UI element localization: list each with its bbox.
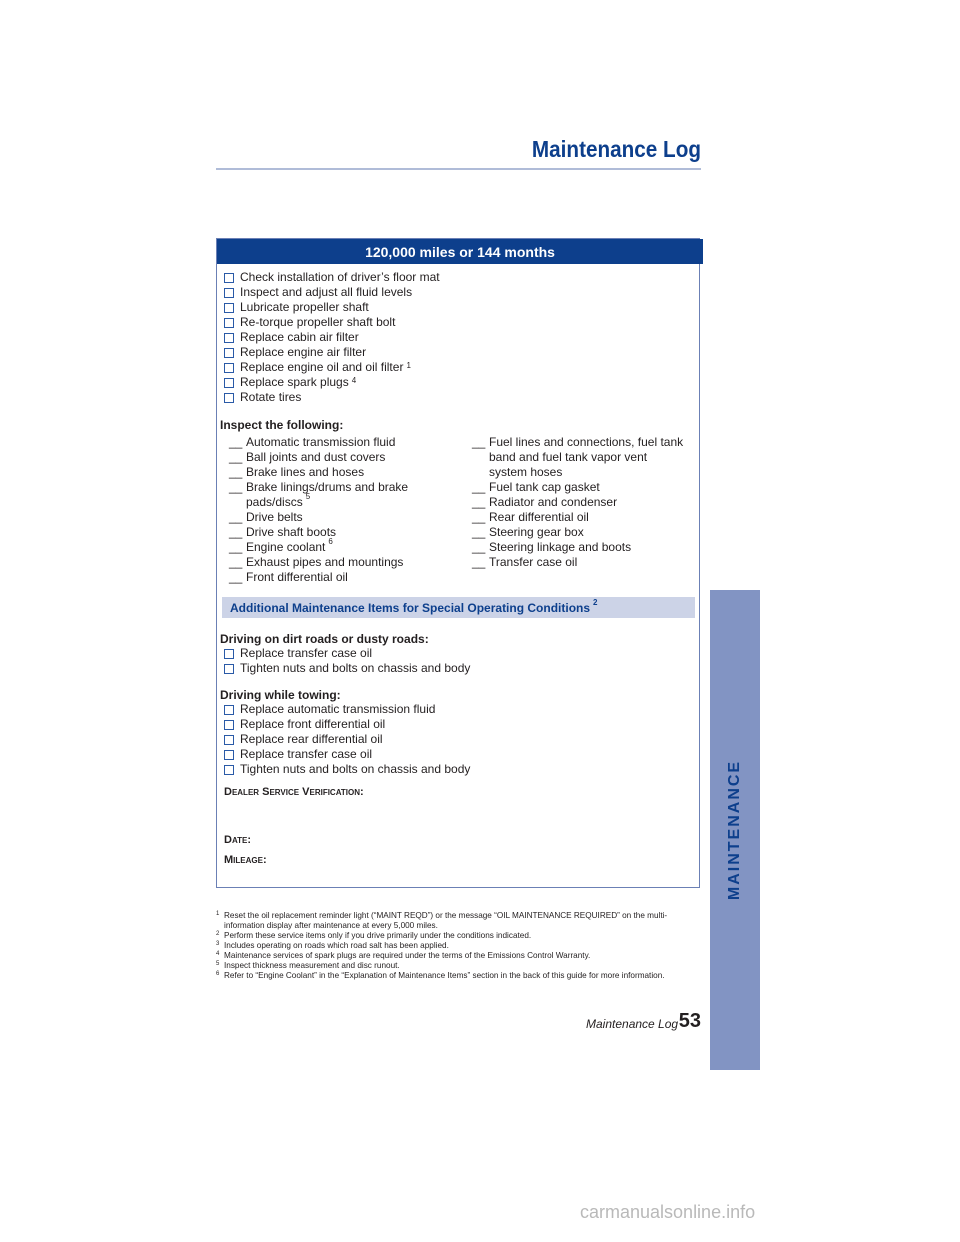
- blank-mark: __: [229, 465, 243, 479]
- inspect-item-text: [246, 480, 454, 510]
- footer-section-label: Maintenance Log: [586, 1017, 679, 1031]
- blank-mark: __: [472, 555, 486, 569]
- inspect-item-text: [246, 537, 333, 555]
- footnote: [216, 961, 700, 971]
- inspect-item: [472, 480, 687, 495]
- inspect-item-text: [246, 450, 385, 465]
- inspect-item-label: Drive shaft boots: [246, 525, 337, 539]
- checklist-item[interactable]: [224, 345, 440, 360]
- blank-mark: __: [229, 480, 243, 494]
- checklist-item-text: Tighten nuts and bolts on chassis and body: [240, 661, 471, 675]
- blank-mark: __: [472, 540, 486, 554]
- checklist-item-text: Rotate tires: [240, 390, 302, 404]
- inspect-item-label: Fuel tank cap gasket: [489, 480, 600, 494]
- inspect-item: [229, 510, 454, 525]
- footnote: [216, 931, 700, 941]
- footnote-ref: 5: [305, 492, 311, 501]
- inspect-item-label: Steering linkage and boots: [489, 540, 632, 554]
- footnote-text: Reset the oil replacement reminder light (“MAINT REQD”) or the message “OIL MAINTENANCE REQUIRED” on the multi-information display after maintenance at every 5,000 miles.: [224, 911, 668, 930]
- checklist-item[interactable]: [224, 300, 440, 315]
- footnote-text: Inspect thickness measurement and disc runout.: [224, 961, 400, 970]
- inspect-item-text: [246, 570, 348, 585]
- inspect-item: [229, 465, 454, 480]
- footnote: [216, 971, 700, 981]
- inspect-item: [472, 495, 687, 510]
- inspect-item-label: Exhaust pipes and mountings: [246, 555, 404, 569]
- inspect-item-label: Fuel lines and connections, fuel tank band and fuel tank vapor vent system hoses: [489, 435, 684, 479]
- checklist-item-text: Replace cabin air filter: [240, 330, 359, 344]
- checkbox-icon: [224, 765, 234, 775]
- checkbox-icon: [224, 750, 234, 760]
- checkbox-icon: [224, 348, 234, 358]
- inspect-item: [229, 480, 454, 510]
- dirt-roads-checklist: [224, 646, 470, 676]
- inspect-item-label: Ball joints and dust covers: [246, 450, 386, 464]
- inspect-item-text: [489, 495, 617, 510]
- inspect-item: [472, 540, 687, 555]
- maintenance-panel: [216, 238, 700, 888]
- checklist-item-text: Re-torque propeller shaft bolt: [240, 315, 396, 329]
- blank-mark: __: [229, 450, 243, 464]
- inspect-item: [229, 570, 454, 585]
- checklist-item[interactable]: [224, 762, 470, 777]
- inspect-item-label: Rear differential oil: [489, 510, 589, 524]
- service-checklist: [224, 270, 440, 405]
- panel-header: 120,000 miles or 144 months: [217, 239, 703, 264]
- footnote-text: Includes operating on roads which road salt has been applied.: [224, 941, 449, 950]
- additional-maintenance-band: [222, 597, 695, 618]
- inspect-list-left: [229, 435, 454, 585]
- inspect-item-text: [489, 555, 577, 570]
- blank-mark: __: [229, 525, 243, 539]
- inspect-item-label: Brake linings/drums and brake pads/discs: [246, 480, 409, 509]
- page-number: 53: [678, 1010, 701, 1032]
- inspect-item-text: [489, 480, 600, 495]
- title-divider: [216, 168, 701, 170]
- inspect-item: [472, 435, 687, 480]
- inspect-item: [472, 510, 687, 525]
- inspect-item-text: [246, 555, 403, 570]
- checklist-item-text: Replace automatic transmission fluid: [240, 702, 436, 716]
- page-title: Maintenance Log: [531, 136, 701, 162]
- inspect-item-label: Automatic transmission fluid: [246, 435, 396, 449]
- towing-heading: Driving while towing:: [220, 688, 341, 702]
- inspect-item-text: [489, 510, 589, 525]
- checklist-item-text: Replace spark plugs: [240, 375, 349, 389]
- blank-mark: __: [229, 555, 243, 569]
- checklist-item-text: Replace transfer case oil: [240, 646, 373, 660]
- checkbox-icon: [224, 705, 234, 715]
- checklist-item-text: Replace transfer case oil: [240, 747, 373, 761]
- checklist-item-text: Tighten nuts and bolts on chassis and body: [240, 762, 471, 776]
- checkbox-icon: [224, 273, 234, 283]
- inspect-item-label: Drive belts: [246, 510, 303, 524]
- inspect-heading: Inspect the following:: [220, 418, 344, 432]
- checkbox-icon: [224, 649, 234, 659]
- inspect-item-text: [489, 540, 631, 555]
- inspect-item-text: [489, 525, 584, 540]
- checklist-item[interactable]: [224, 747, 470, 762]
- footnote-number: 4: [216, 951, 220, 957]
- blank-mark: __: [472, 525, 486, 539]
- checkbox-icon: [224, 318, 234, 328]
- checklist-item[interactable]: Replace engine oil and oil filter $^1$: [224, 360, 440, 375]
- inspect-item-text: [246, 465, 364, 480]
- checkbox-icon: [224, 378, 234, 388]
- checklist-item[interactable]: [224, 732, 470, 747]
- checkbox-icon: [224, 333, 234, 343]
- inspect-item-text: [246, 510, 303, 525]
- checklist-item[interactable]: [224, 390, 440, 405]
- inspect-item: [229, 435, 454, 450]
- date-label: Date:: [224, 834, 252, 846]
- checklist-item[interactable]: [224, 702, 470, 717]
- checkbox-icon: [224, 735, 234, 745]
- checklist-item[interactable]: [224, 285, 440, 300]
- inspect-item: [472, 525, 687, 540]
- footnote-text: Refer to “Engine Coolant” in the “Explanation of Maintenance Items” section in the back of this guide for more information.: [224, 971, 665, 980]
- blank-mark: __: [229, 510, 243, 524]
- checklist-item[interactable]: [224, 270, 440, 285]
- checkbox-icon: [224, 303, 234, 313]
- watermark: carmanualsonline.info: [580, 1202, 756, 1222]
- inspect-item-label: Steering gear box: [489, 525, 584, 539]
- checklist-item[interactable]: [224, 646, 470, 661]
- footnote-number: 3: [216, 941, 220, 947]
- checklist-item-text: Replace rear differential oil: [240, 732, 383, 746]
- checklist-item-text: Replace front differential oil: [240, 717, 386, 731]
- checklist-item-text: Lubricate propeller shaft: [240, 300, 369, 314]
- checkbox-icon: [224, 664, 234, 674]
- footnote: [216, 951, 700, 961]
- inspect-item-label: Engine coolant: [246, 540, 326, 554]
- inspect-list-right: [472, 435, 687, 570]
- checklist-item[interactable]: [224, 717, 470, 732]
- footnote-number: 6: [216, 971, 220, 977]
- blank-mark: __: [472, 480, 486, 494]
- footnote-text: Perform these service items only if you drive primarily under the conditions indicated.: [224, 931, 532, 940]
- dirt-roads-heading: Driving on dirt roads or dusty roads:: [220, 632, 429, 646]
- inspect-item: [472, 555, 687, 570]
- footnote-number: 2: [216, 931, 220, 937]
- checklist-item[interactable]: [224, 661, 470, 676]
- blank-mark: __: [229, 540, 243, 554]
- blank-mark: __: [472, 510, 486, 524]
- inspect-item-label: Transfer case oil: [489, 555, 578, 569]
- inspect-item: [229, 525, 454, 540]
- inspect-item-text: [246, 525, 336, 540]
- blank-mark: __: [229, 570, 243, 584]
- checkbox-icon: [224, 288, 234, 298]
- checkbox-icon: [224, 720, 234, 730]
- blank-mark: __: [472, 495, 486, 509]
- checkbox-icon: [224, 363, 234, 373]
- inspect-item-label: Front differential oil: [246, 570, 348, 584]
- checklist-item-text: Check installation of driver’s floor mat: [240, 270, 440, 284]
- footnote: [216, 941, 700, 951]
- checklist-item-text: Replace engine oil and oil filter: [240, 360, 404, 374]
- checklist-item[interactable]: Replace spark plugs $^4$: [224, 375, 440, 390]
- dealer-verification-label: Dealer Service Verification:: [224, 786, 364, 798]
- inspect-item: [229, 537, 454, 555]
- inspect-item: [229, 555, 454, 570]
- additional-footnote-ref: 2: [593, 598, 598, 607]
- inspect-item-text: [246, 435, 395, 450]
- towing-checklist: [224, 702, 470, 777]
- checkbox-icon: [224, 393, 234, 403]
- blank-mark: __: [229, 435, 243, 449]
- additional-heading: Additional Maintenance Items for Special Operating Conditions: [230, 601, 591, 615]
- footnote-number: 1: [216, 911, 220, 917]
- inspect-item-text: [489, 435, 687, 480]
- checklist-item-text: Replace engine air filter: [240, 345, 367, 359]
- inspect-item: [229, 450, 454, 465]
- footnote-number: 5: [216, 961, 220, 967]
- footnotes: [216, 911, 700, 981]
- inspect-item-label: Radiator and condenser: [489, 495, 618, 509]
- checklist-item-text: Inspect and adjust all fluid levels: [240, 285, 413, 299]
- footnote-ref: 6: [328, 537, 333, 546]
- checklist-item[interactable]: [224, 330, 440, 345]
- mileage-label: Mileage:: [224, 854, 267, 866]
- inspect-item-label: Brake lines and hoses: [246, 465, 365, 479]
- footnote: [216, 911, 700, 931]
- side-tab-label: MAINTENANCE: [726, 759, 743, 901]
- checklist-item[interactable]: [224, 315, 440, 330]
- footnote-text: Maintenance services of spark plugs are required under the terms of the Emissions Control Warranty.: [224, 951, 591, 960]
- blank-mark: __: [472, 435, 486, 449]
